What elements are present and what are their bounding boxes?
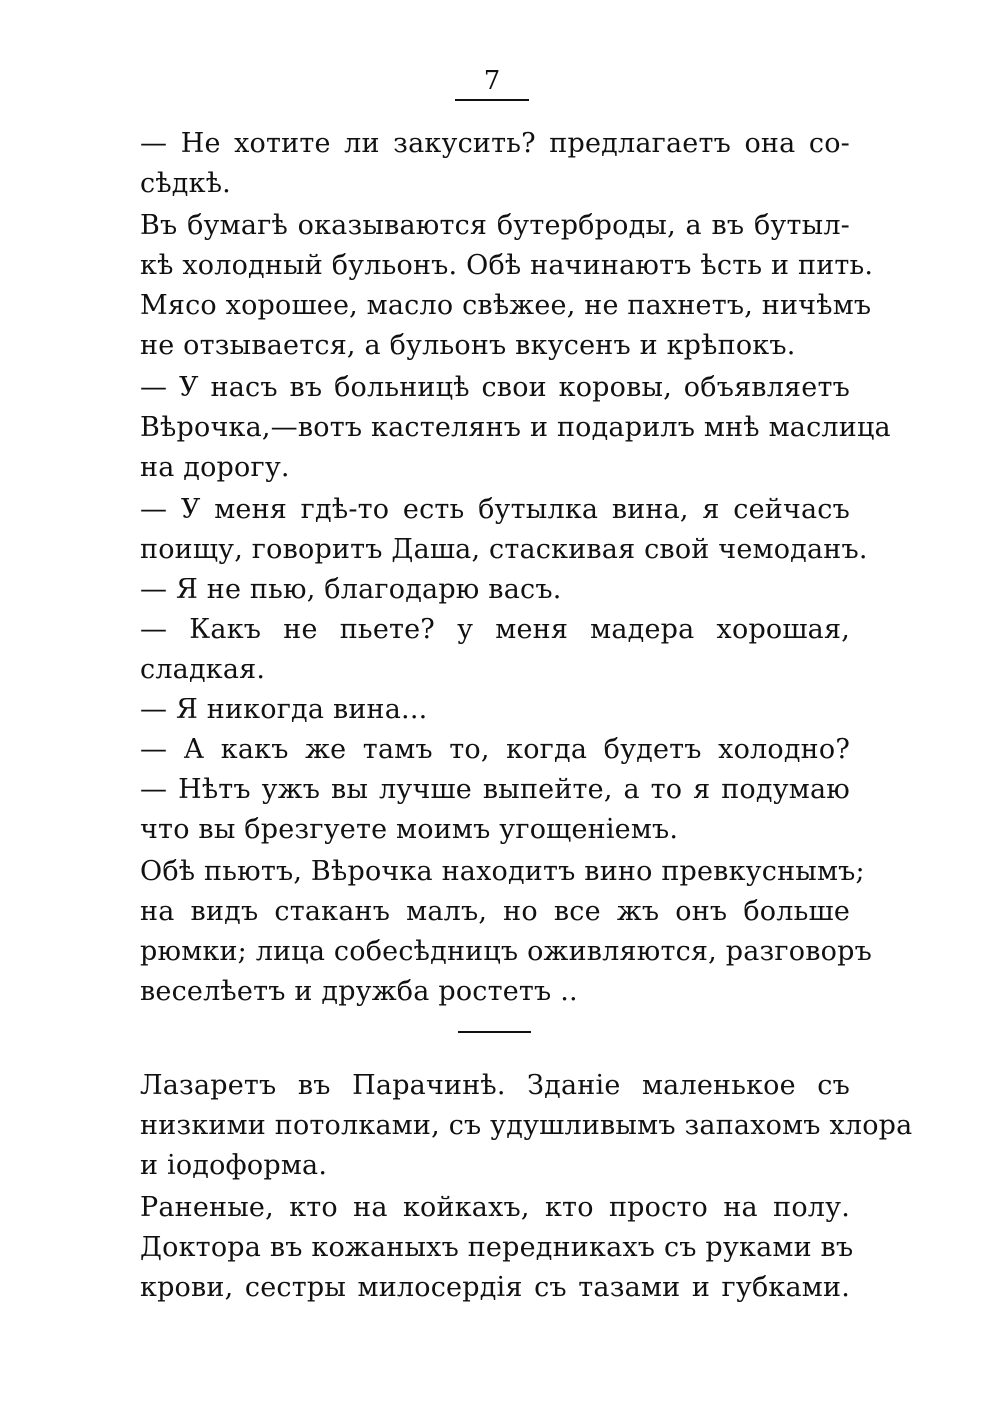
text-line: — Не хотите ли закусить? предлагаетъ она со-: [140, 128, 850, 159]
text-line: Обѣ пьютъ, Вѣрочка находитъ вино превкуснымъ;: [140, 856, 865, 887]
text-line: на видъ стаканъ малъ, но все жъ онъ больше: [140, 896, 850, 927]
text-line: крови, сестры милосердія съ тазами и губками.: [140, 1272, 850, 1303]
text-line: — Я не пью, благодарю васъ.: [140, 574, 562, 605]
page-number: 7: [483, 66, 501, 96]
text-line: что вы брезгуете моимъ угощеніемъ.: [140, 814, 679, 845]
text-line: веселѣетъ и дружба ростетъ ..: [140, 976, 578, 1007]
text-line: на дорогу.: [140, 452, 290, 483]
text-section-2: [140, 1066, 913, 1308]
text-line: — А какъ же тамъ то, когда будетъ холодно?: [140, 734, 850, 765]
text-line: и іодоформа.: [140, 1150, 328, 1181]
text-line: рюмки; лица собесѣдницъ оживляются, разговоръ: [140, 936, 872, 967]
text-line: Лазаретъ въ Парачинѣ. Зданіе маленькое съ: [140, 1070, 850, 1101]
text-line: не отзывается, а бульонъ вкусенъ и крѣпокъ.: [140, 330, 796, 361]
text-line: кѣ холодный бульонъ. Обѣ начинаютъ ѣсть и пить.: [140, 250, 874, 281]
text-line: поищу, говоритъ Даша, стаскивая свой чемоданъ.: [140, 534, 868, 565]
text-section-1: [140, 124, 891, 1012]
text-line: — Нѣтъ ужъ вы лучше выпейте, а то я подумаю: [140, 774, 850, 805]
section-divider: [458, 1031, 531, 1033]
text-line: — У насъ въ больницѣ свои коровы, объявляетъ: [140, 372, 850, 403]
text-line: — Я никогда вина...: [140, 694, 428, 725]
page-number-underline: [455, 99, 529, 101]
text-line: сѣдкѣ.: [140, 168, 231, 199]
text-line: — У меня гдѣ-то есть бутылка вина, я сейчасъ: [140, 494, 850, 525]
text-line: Въ бумагѣ оказываются бутерброды, а въ бутыл-: [140, 210, 850, 241]
text-line: Раненые, кто на койкахъ, кто просто на полу.: [140, 1192, 850, 1223]
text-line: — Какъ не пьете? у меня мадера хорошая,: [140, 614, 850, 645]
text-line: Доктора въ кожаныхъ передникахъ съ руками въ: [140, 1232, 854, 1263]
text-line: Вѣрочка,—вотъ кастелянъ и подарилъ мнѣ маслица: [140, 412, 891, 443]
text-line: сладкая.: [140, 654, 266, 685]
text-line: Мясо хорошее, масло свѣжее, не пахнетъ, ничѣмъ: [140, 290, 872, 321]
text-line: низкими потолками, съ удушливымъ запахомъ хлора: [140, 1110, 913, 1141]
